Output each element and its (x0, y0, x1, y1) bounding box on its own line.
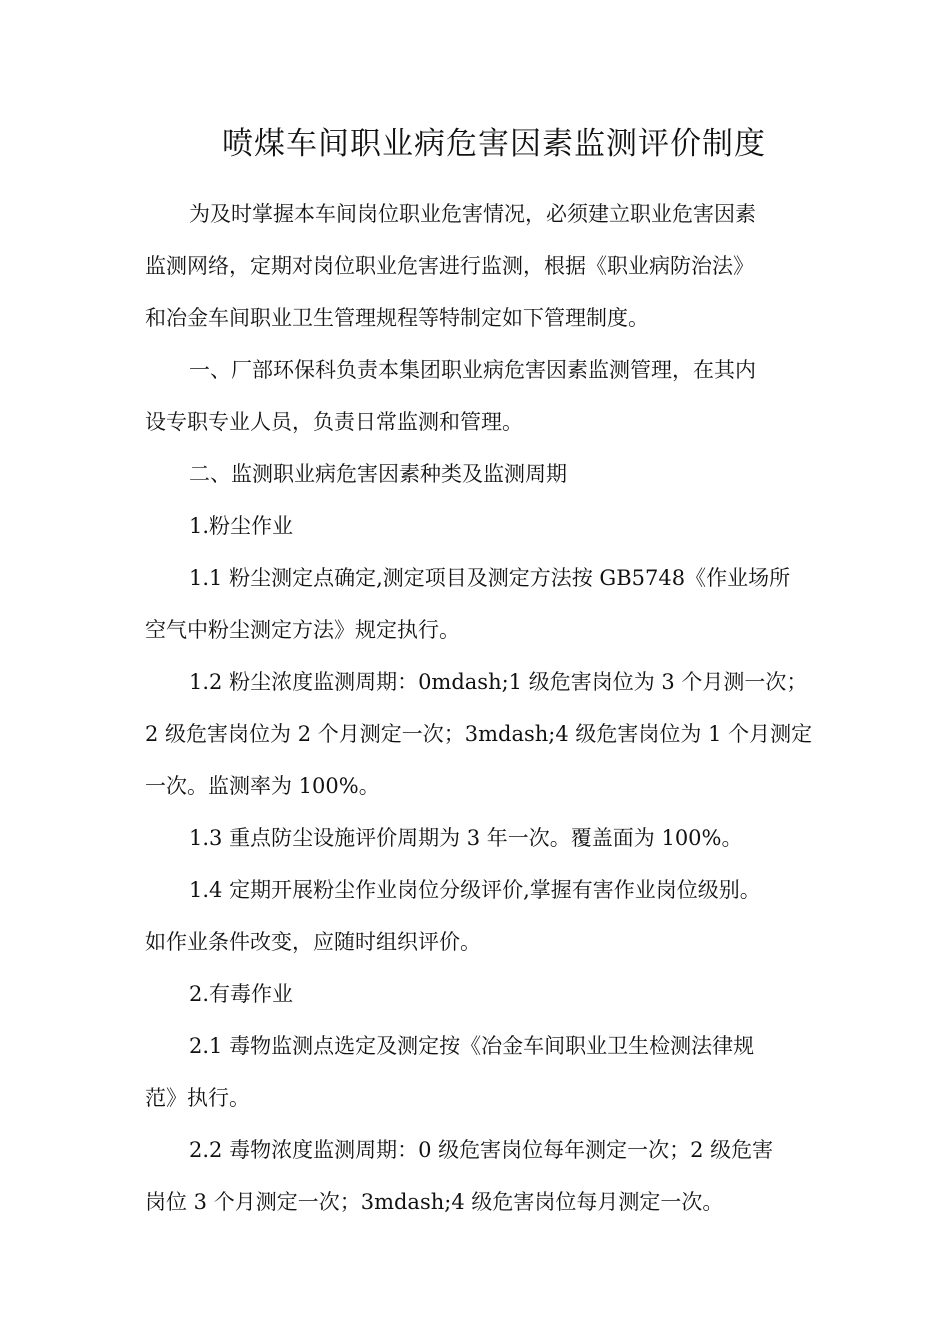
section-1-line-2: 设专职专业人员，负责日常监测和管理。 (145, 410, 523, 434)
item-2-2-line-1: 2.2 毒物浓度监测周期：0 级危害岗位每年测定一次；2 级危害 (189, 1138, 774, 1162)
paragraph-intro-line-1: 为及时掌握本车间岗位职业危害情况，必须建立职业危害因素 (189, 202, 756, 226)
item-1-4-line-1: 1.4 定期开展粉尘作业岗位分级评价,掌握有害作业岗位级别。 (189, 878, 761, 902)
section-2-heading: 二、监测职业病危害因素种类及监测周期 (189, 462, 567, 486)
item-1-2-line-3: 一次。监测率为 100%。 (145, 774, 380, 798)
item-1-3-line-1: 1.3 重点防尘设施评价周期为 3 年一次。覆盖面为 100%。 (189, 826, 743, 850)
item-2-1-line-2: 范》执行。 (145, 1086, 250, 1110)
paragraph-intro-line-2: 监测网络，定期对岗位职业危害进行监测，根据《职业病防治法》 (145, 254, 754, 278)
item-1-2-line-2: 2 级危害岗位为 2 个月测定一次；3mdash;4 级危害岗位为 1 个月测定 (145, 722, 813, 746)
section-1-line-1: 一、厂部环保科负责本集团职业病危害因素监测管理，在其内 (189, 358, 756, 382)
item-2-1-line-1: 2.1 毒物监测点选定及测定按《冶金车间职业卫生检测法律规 (189, 1034, 755, 1058)
item-2-2-line-2: 岗位 3 个月测定一次；3mdash;4 级危害岗位每月测定一次。 (145, 1190, 724, 1214)
paragraph-intro-line-3: 和冶金车间职业卫生管理规程等特制定如下管理制度。 (145, 306, 649, 330)
item-1-4-line-2: 如作业条件改变，应随时组织评价。 (145, 930, 481, 954)
item-1-1-line-2: 空气中粉尘测定方法》规定执行。 (145, 618, 460, 642)
subsection-toxic-heading: 2.有毒作业 (189, 982, 294, 1006)
item-1-2-line-1: 1.2 粉尘浓度监测周期：0mdash;1 级危害岗位为 3 个月测一次； (189, 670, 808, 694)
item-1-1-line-1: 1.1 粉尘测定点确定,测定项目及测定方法按 GB5748《作业场所 (189, 566, 791, 590)
subsection-dust-heading: 1.粉尘作业 (189, 514, 294, 538)
document-title: 喷煤车间职业病危害因素监测评价制度 (222, 126, 766, 162)
